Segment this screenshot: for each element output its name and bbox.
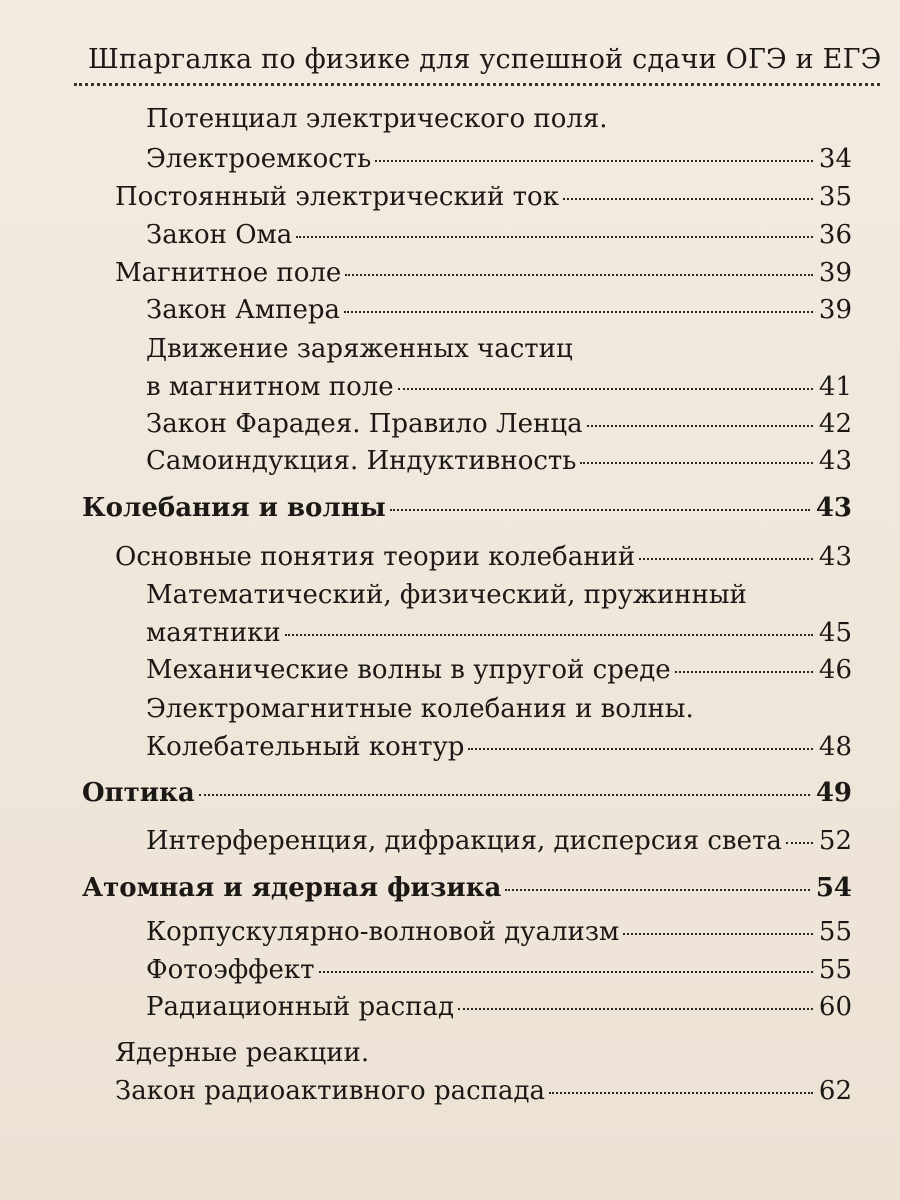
toc-entry [115,256,852,290]
dot-leader [786,842,813,844]
dot-leader [580,462,812,464]
toc-entry-title: Радиационный распад [146,992,455,1022]
toc-entry-title: Электромагнитные колебания и волны. [146,694,694,724]
toc-entry [115,540,852,574]
toc-entry-title: Фотоэффект [146,955,315,985]
dot-leader [344,311,813,313]
toc-page-number: 43 [815,493,852,523]
toc-entry [146,142,852,176]
toc-entry [146,730,852,764]
toc-entry-title: Магнитное поле [115,258,342,288]
toc-entry-title: в магнитном поле [146,372,394,402]
toc-page-number: 54 [815,873,852,903]
dot-leader [345,274,813,276]
toc-page-number: 62 [818,1076,852,1106]
dot-leader [587,425,813,427]
toc-entry-title: Корпускулярно-волновой дуализм [146,917,620,947]
toc-entry [146,578,747,612]
toc-entry [115,1036,369,1070]
toc-entry-title: Математический, физический, пружинный [146,580,747,610]
toc-entry-title: Закон Ампера [146,295,340,325]
toc-entry [146,953,852,987]
toc-section [82,776,852,810]
toc-entry [146,653,852,687]
toc-page-number: 55 [818,955,852,985]
toc-page-number: 49 [815,778,852,808]
dot-leader [319,971,813,973]
toc-entry [115,180,852,214]
toc-entry-title: Интерференция, дифракция, дисперсия света [146,826,782,856]
dot-leader [675,671,813,673]
toc-entry-title: Движение заряженных частиц [146,334,573,364]
toc-entry-title: Ядерные реакции. [115,1038,370,1068]
toc-page-number: 39 [818,258,852,288]
dot-leader [390,509,810,511]
toc-entry-title: маятники [146,618,281,648]
toc-entry [146,370,852,404]
toc-entry [115,1074,852,1108]
toc-entry [146,293,852,327]
toc-entry-title: Электроемкость [146,144,372,174]
toc-section [82,871,852,905]
dot-leader [623,933,813,935]
dot-leader [296,236,813,238]
toc-page-number: 34 [818,144,852,174]
toc-section-title: Колебания и волны [82,493,386,523]
toc-entry [146,444,852,478]
running-head: Шпаргалка по физике для успешной сдачи ОГЭ и ЕГЭ [88,44,882,75]
dot-leader [549,1092,813,1094]
toc-entry [146,102,608,136]
toc-entry-title: Закон радиоактивного распада [115,1076,546,1106]
dot-leader [468,748,812,750]
toc-entry [146,332,573,366]
toc-entry-title: Самоиндукция. Индуктивность [146,446,577,476]
toc-page-number: 35 [818,182,852,212]
toc-page-number: 45 [818,618,852,648]
toc-entry [146,616,852,650]
toc-page-number: 43 [818,542,852,572]
toc-page-number: 55 [818,917,852,947]
toc-entry-title: Закон Фарадея. Правило Ленца [146,409,583,439]
dot-leader [458,1008,813,1010]
dot-leader [199,794,810,796]
toc-page-number: 36 [818,220,852,250]
dot-leader [505,889,809,891]
toc-entry-title: Потенциал электрического поля. [146,104,608,134]
toc-entry-title: Постоянный электрический ток [115,182,559,212]
toc-entry [146,990,852,1024]
dot-leader [398,388,813,390]
toc-entry [146,218,852,252]
toc-section [82,491,852,525]
toc-entry-title: Колебательный контур [146,732,465,762]
toc-entry [146,407,852,441]
toc-entry [146,824,852,858]
toc-entry-title: Механические волны в упругой среде [146,655,671,685]
toc-section-title: Атомная и ядерная физика [82,873,502,903]
toc-page-number: 41 [818,372,852,402]
toc-page-number: 42 [818,409,852,439]
toc-entry [146,915,852,949]
toc-page-number: 43 [818,446,852,476]
toc-page-number: 60 [818,992,852,1022]
toc-page-number: 48 [818,732,852,762]
toc-entry-title: Основные понятия теории колебаний [115,542,636,572]
dot-leader [563,198,813,200]
toc-entry-title: Закон Ома [146,220,293,250]
toc-page-number: 39 [818,295,852,325]
toc-page-number: 52 [818,826,852,856]
toc-entry [146,692,694,726]
toc-page-number: 46 [818,655,852,685]
dot-leader [375,160,813,162]
dot-leader [639,558,813,560]
toc-section-title: Оптика [82,778,195,808]
dot-leader [285,634,813,636]
